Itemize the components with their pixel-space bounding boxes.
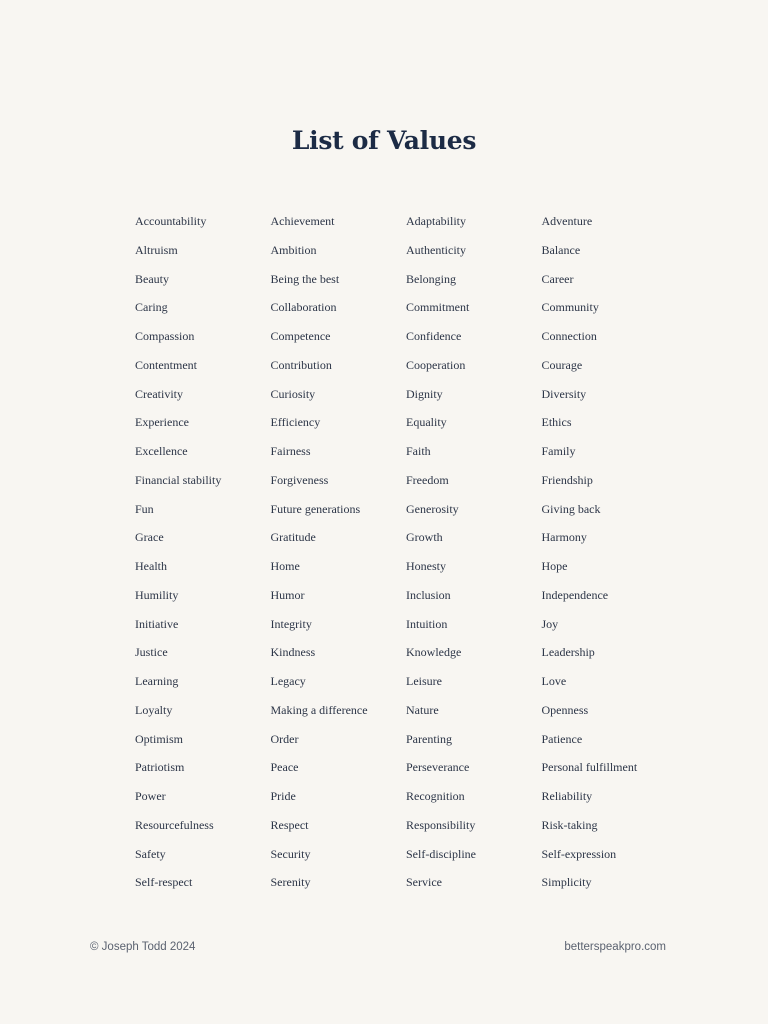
value-item: Beauty [135,271,169,286]
value-item: Self-expression [541,846,617,861]
value-item: Caring [135,300,168,315]
value-item: Growth [406,530,443,545]
value-item: Contribution [270,357,332,372]
value-item: Giving back [541,501,601,516]
value-item: Community [541,300,599,315]
value-item: Respect [270,817,309,832]
value-item: Health [135,559,167,573]
value-item: Making a difference [270,702,368,717]
value-item: Confidence [406,329,462,343]
value-item: Power [135,789,166,803]
value-item: Integrity [270,616,312,631]
value-item: Loyalty [135,702,173,717]
value-item: Belonging [406,271,456,286]
value-item: Joy [541,616,559,631]
value-item: Future generations [270,501,361,516]
value-item: Freedom [406,472,449,487]
value-item: Resourcefulness [135,817,214,832]
value-item: Being the best [270,271,340,286]
value-item: Openness [541,702,589,717]
value-item: Curiosity [270,386,316,401]
value-item: Experience [135,415,189,430]
footer-copyright: © Joseph Todd 2024 [90,941,196,953]
page-title: List of Values [291,126,477,155]
value-item: Patience [541,731,583,746]
value-item: Inclusion [406,587,451,602]
value-item: Perseverance [406,760,470,775]
value-item: Cooperation [406,357,466,372]
value-item: Nature [406,702,439,717]
value-item: Harmony [541,530,587,545]
value-item: Pride [270,789,296,803]
value-item: Ambition [270,242,317,257]
value-item: Generosity [406,501,459,516]
value-item: Recognition [406,789,465,803]
value-item: Personal fulfillment [541,760,638,775]
value-item: Competence [270,329,331,343]
value-item: Compassion [135,329,195,343]
value-item: Independence [541,587,609,602]
value-item: Adventure [541,214,593,228]
value-item: Fairness [270,444,311,458]
footer-website: betterspeakpro.com [564,941,666,953]
value-item: Faith [406,444,431,458]
value-item: Order [270,731,299,746]
value-item: Diversity [541,386,587,401]
value-item: Gratitude [270,530,316,545]
value-item: Leisure [406,674,442,688]
value-item: Home [270,559,300,573]
value-item: Adaptability [406,214,466,228]
value-item: Forgiveness [270,472,329,487]
value-item: Humor [270,587,305,602]
value-item: Financial stability [135,472,222,487]
value-item: Connection [541,329,597,343]
value-item: Creativity [135,386,183,401]
value-item: Dignity [406,386,443,401]
values-grid [135,211,677,901]
value-item: Accountability [135,214,207,228]
value-item: Collaboration [270,300,337,315]
value-item: Career [541,271,574,286]
value-item: Commitment [406,300,470,315]
value-item: Simplicity [541,875,592,890]
value-item: Patriotism [135,760,185,775]
value-item: Love [541,674,567,688]
value-item: Reliability [541,789,593,803]
value-item: Knowledge [406,645,462,660]
value-item: Leadership [541,645,595,660]
value-item: Justice [135,645,168,660]
value-item: Family [541,444,576,458]
value-item: Risk-taking [541,817,598,832]
value-item: Ethics [541,415,572,430]
value-item: Courage [541,357,583,372]
value-item: Safety [135,846,166,861]
value-item: Peace [270,760,299,775]
value-item: Self-discipline [406,846,476,861]
value-item: Contentment [135,357,197,372]
value-item: Honesty [406,559,446,573]
value-item: Legacy [270,674,306,688]
value-item: Optimism [135,731,184,746]
value-item: Efficiency [270,415,321,430]
value-item: Intuition [406,616,448,631]
value-item: Altruism [135,242,178,257]
value-item: Excellence [135,444,188,458]
value-item: Kindness [270,645,316,660]
value-item: Achievement [270,214,335,228]
value-item: Security [270,846,311,861]
value-item: Balance [541,242,581,257]
value-item: Learning [135,674,179,688]
value-item: Responsibility [406,817,476,832]
value-item: Equality [406,415,447,430]
value-item: Fun [135,501,154,516]
value-item: Humility [135,587,179,602]
value-item: Serenity [270,875,311,890]
value-item: Hope [541,559,568,573]
value-item: Authenticity [406,242,466,257]
value-item: Self-respect [135,875,193,890]
value-item: Friendship [541,472,593,487]
value-item: Service [406,875,442,890]
value-item: Parenting [406,731,452,746]
value-item: Initiative [135,616,179,631]
value-item: Grace [135,530,164,545]
